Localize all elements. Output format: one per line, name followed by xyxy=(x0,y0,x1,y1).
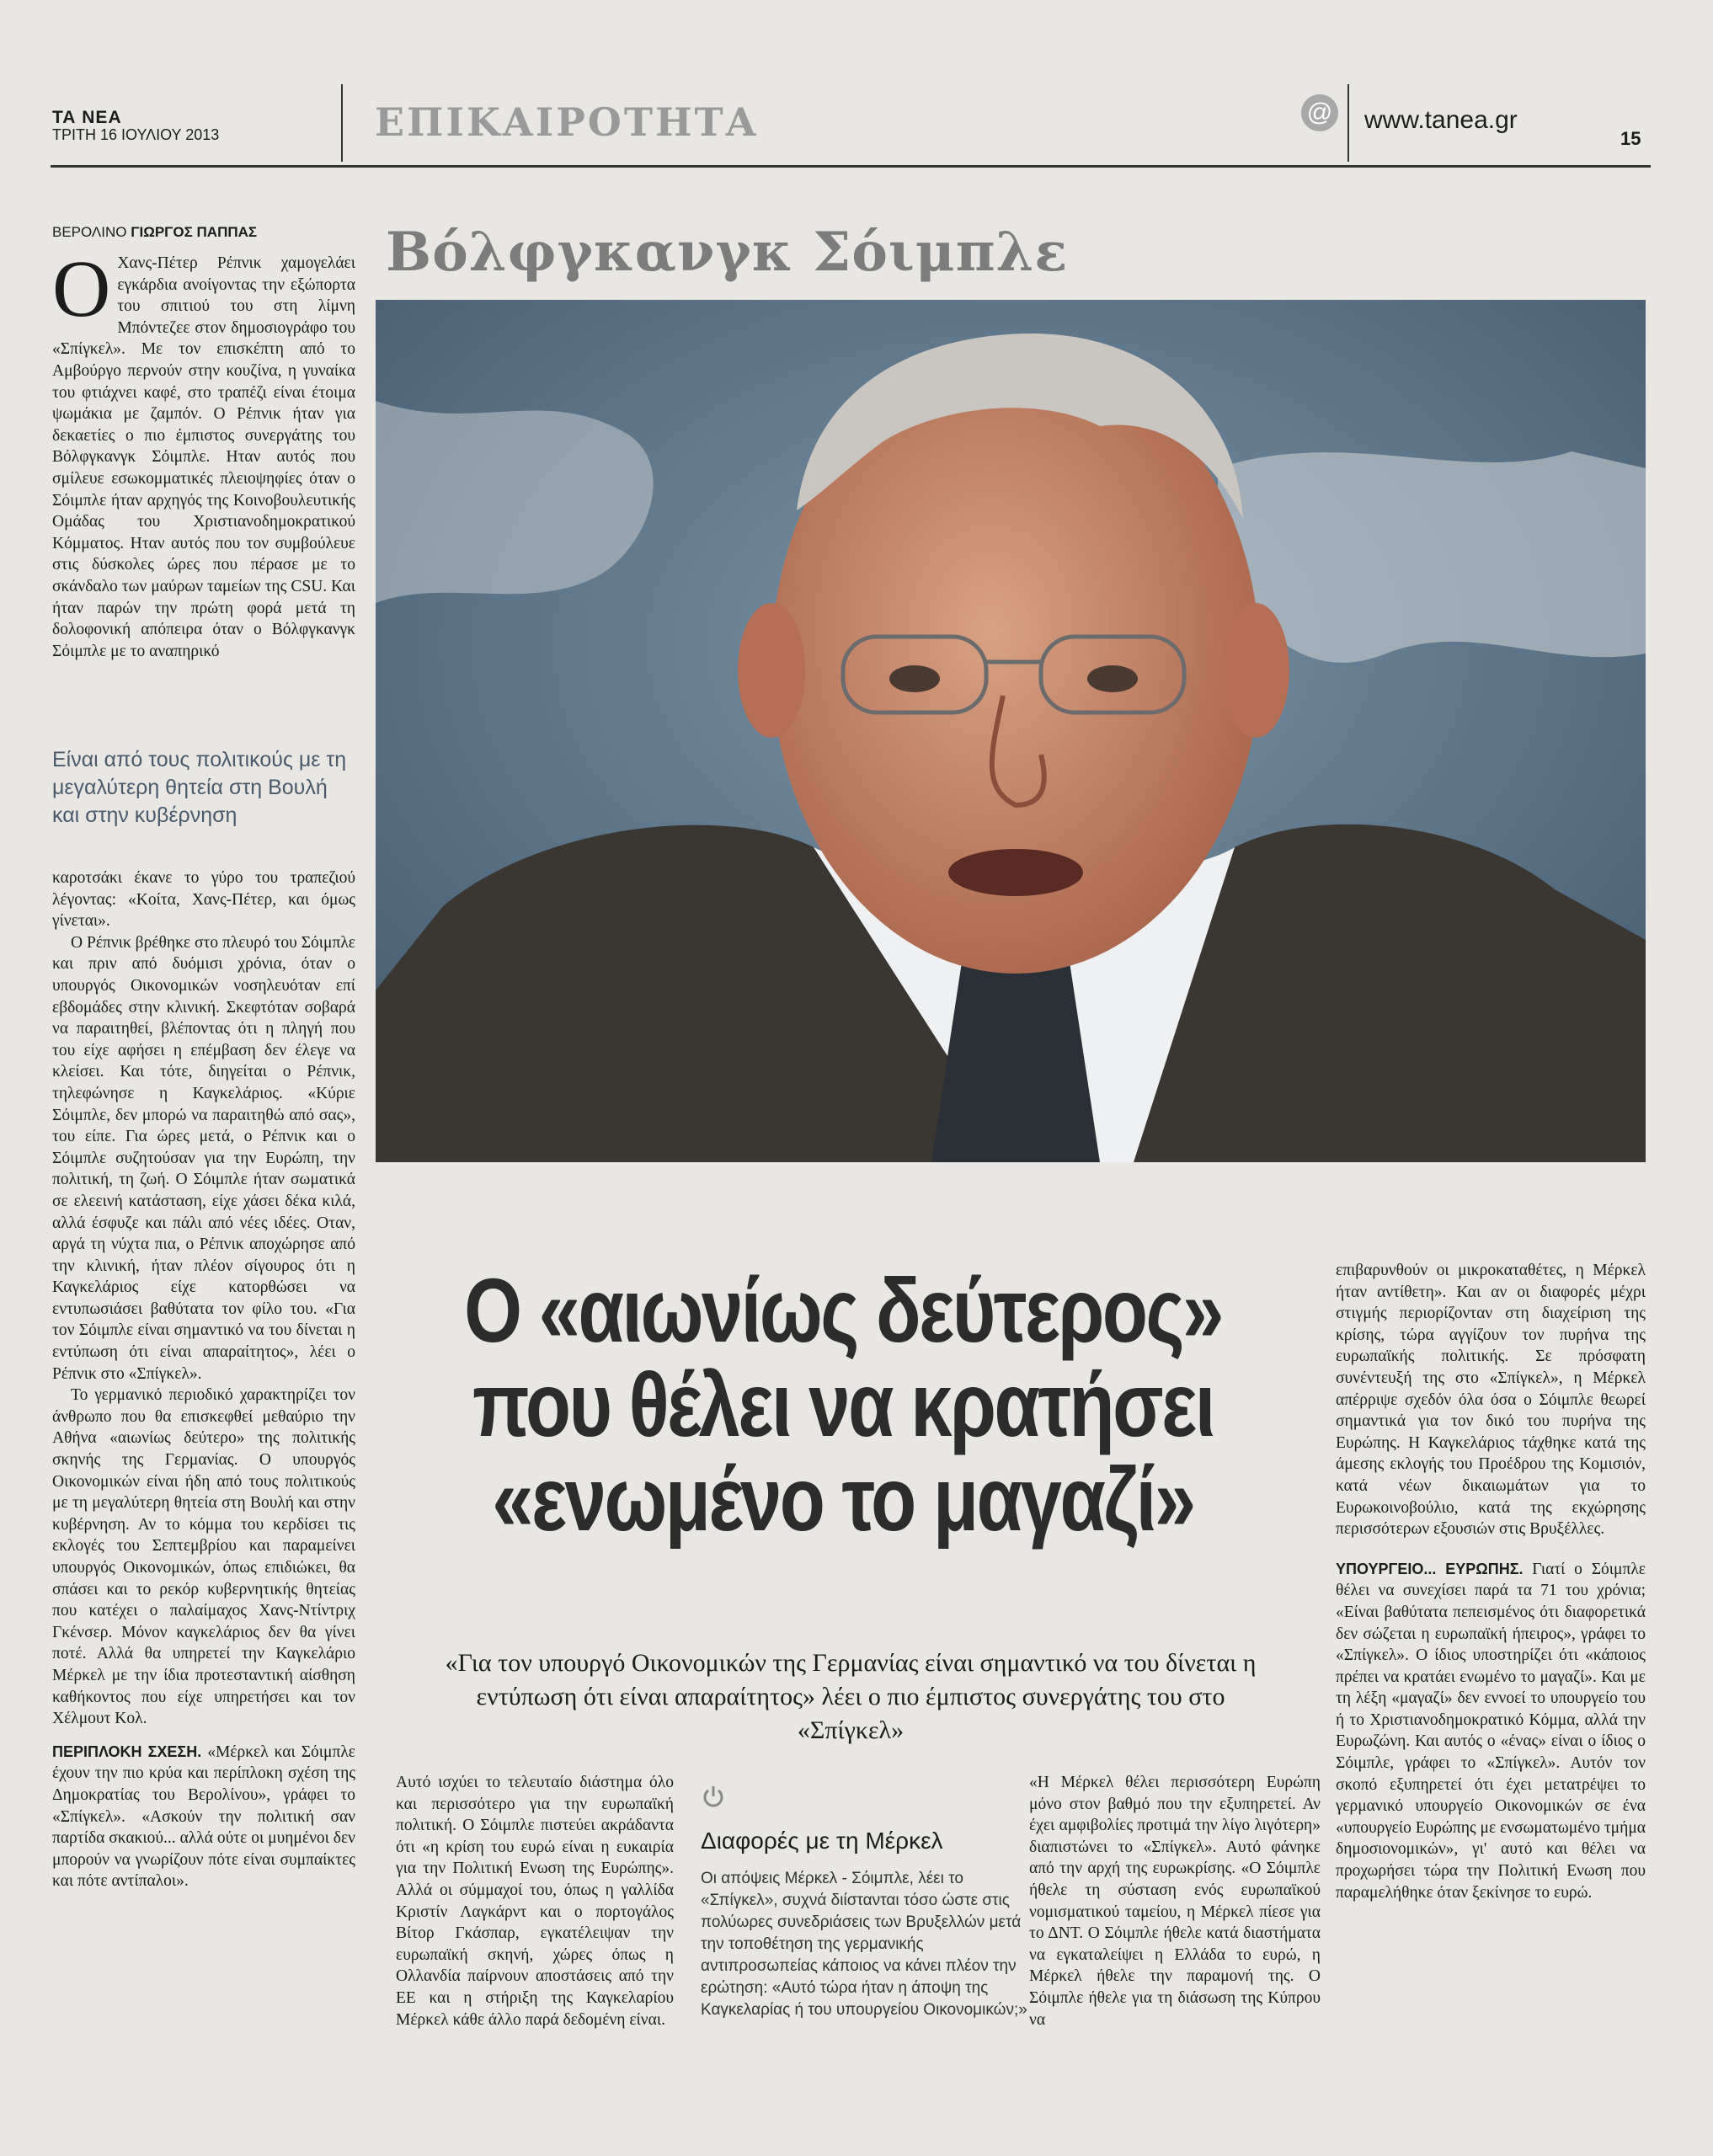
headline-line: που θέλει να κρατήσει xyxy=(472,1353,1214,1455)
byline-place: ΒΕΡΟΛΙΝΟ xyxy=(52,224,127,240)
power-icon xyxy=(701,1784,726,1809)
body-paragraph: καροτσάκι έκανε το γύρο του τραπεζιού λέγοντας: «Κοίτα, Χανς-Πέτερ, και όμως γίνεται». xyxy=(52,869,355,931)
header-divider xyxy=(1347,84,1349,162)
drop-cap: Ο xyxy=(52,243,111,334)
body-paragraph xyxy=(1336,1559,1646,1904)
issue-date: ΤΡΙΤΗ 16 ΙΟΥΛΙΟΥ 2013 xyxy=(52,126,220,143)
sidebar-text: Οι απόψεις Μέρκελ - Σόιμπλε, λέει το «Σπίγκελ», συχνά διίστανται τόσο ώστε στις πολύωρες συνεδριάσεις των Βρυξελλών μετά την τοποθέτηση της γερμανικής αντιπροσωπείας κάποιος να κάνει πλέον την ερώτηση: «Αυτό τώρα ήταν η άποψη της Καγκελαρίας ή του υπουργείου Οικονομικών;» xyxy=(701,1870,1027,2019)
header-rule xyxy=(51,165,1651,168)
body-paragraph: Το γερμανικό περιοδικό χαρακτηρίζει τον άνθρωπο που θα επισκεφθεί μεθαύριο την Αθήνα «αιωνίως δεύτερο» της πολιτικής σκηνής της Γερμανίας. Ο υπουργός Οικονομικών είναι ήδη από τους πολιτικούς με τη μεγαλύτερη θητεία στη Βουλή και στην κυβέρνηση. Αν το κόμμα του κερδίσει τις εκλογές του Σεπτεμβρίου και παραμείνει υπουργός Οικονομικών, όπως επιδιώκει, θα σπάσει και το ρεκόρ κυβερνητικής θητείας που κατέχει ο παλαίμαχος Χανς-Ντίντριχ Γκένσερ. Μόνον καγκελάριος δεν θα γίνει ποτέ. Αλλά θα υπηρετεί την Καγκελάριο Μέρκελ με την ίδια προτεσταντική αίσθηση καθήκοντος που είχε υπηρετήσει και τον Χέλμουτ Κολ. xyxy=(52,1386,355,1728)
publication-name: ΤΑ ΝΕΑ xyxy=(52,108,122,127)
body-paragraph xyxy=(52,1742,355,1892)
middle-column-body: Αυτό ισχύει το τελευταίο διάστημα όλο και περισσότερο για την ευρωπαϊκή πολιτική. Ο Σόιμπλε πιστεύει ακράδαντα ότι «η κρίση του ευρώ είναι η ευκαιρία για την Πολιτική Ενωση της Ευρώπης». Αλλά οι σύμμαχοί του, όπως η γαλλίδα Κριστίν Λαγκάρντ και ο πορτογάλος Βίτορ Γκάσπαρ, εγκατέλειψαν την ευρωπαϊκή σκηνή, χώρες όπως η Ολλανδία παίρνουν αποστάσεις από την ΕΕ και η στήριξη της Καγκελαρίου Μέρκελ κάθε άλλο παρά δεδομένη είναι. xyxy=(396,1774,674,2029)
intro-text: Χανς-Πέτερ Ρέπνικ χαμογελάει εγκάρδια ανοίγοντας την εξώπορτα του σπιτιού του στη λίμνη Μπόντεζεε στον δημοσιογράφο του «Σπίγκελ». Με τον επισκέπτη από το Αμβούργο περνούν στην κουζίνα, η γυναίκα του φτιάχνει καφέ, στο τραπέζι είναι έτοιμα ψωμάκια με ζαμπόν. Ο Ρέπνικ ήταν για δεκαετίες ο πιο έμπιστος συνεργάτης του Βόλφγκανγκ Σόιμπλε. Ηταν αυτός που σμίλευε εσωκομματικές πλειοψηφίες όταν ο Σόιμπλε ήταν αρχηγός της Κοινοβουλευτικής Ομάδας του Χριστιανοδημοκρατικού Κόμματος. Ηταν αυτός που τον συμβούλευε στις δύσκολες ώρες που πέρασε με το σκάνδαλο των μαύρων ταμείων της CSU. Και ήταν παρών την πρώτη φορά μετά τη δολοφονική απόπειρα όταν ο Βόλφγκανγκ Σόιμπλε με το αναπηρικό xyxy=(52,254,355,660)
portrait-photo xyxy=(376,300,1646,1162)
headline-line: «ενωμένο το μαγαζί» xyxy=(492,1448,1194,1550)
subheading: ΥΠΟΥΡΓΕΙΟ... ΕΥΡΩΠΗΣ. xyxy=(1336,1560,1524,1577)
right-column-body xyxy=(1336,1260,1646,1903)
byline xyxy=(52,224,257,241)
subtitle-deck: «Για τον υπουργό Οικονομικών της Γερμανίας είναι σημαντικό να του δίνεται η εντύπωση ότι είναι απαραίτητος» λέει ο πιο έμπιστος συνεργάτης του στο «Σπίγκελ» xyxy=(445,1649,1257,1744)
body-paragraph: επιβαρυνθούν οι μικροκαταθέτες, η Μέρκελ ήταν αντίθετη». Και αν οι διαφορές μέχρι στιγμής περιορίζονταν στη διαχείριση της κρίσης, τώρα αγγίζουν τον πυρήνα της ευρωπαϊκής πολιτικής. Σε πρόσφατη συνέντευξή της στο «Σπίγκελ», η Μέρκελ απέρριψε σχεδόν όλα όσα ο Σόιμπλε θεωρεί σημαντικά για τον δικό του πυρήνα της Ευρώπης. Η Καγκελάριος τάχθηκε κατά της άμεσης εκλογής του Προέδρου της Κομισιόν, κατά νέων δικαιωμάτων για το Ευρωκοινοβούλιο, κατά της εκχώρησης περισσότερων εξουσιών στις Βρυξέλλες. xyxy=(1336,1262,1646,1539)
header-divider xyxy=(341,84,343,162)
intro-paragraph xyxy=(52,243,355,662)
left-column-body xyxy=(52,867,355,1892)
page-number: 15 xyxy=(1620,128,1641,149)
at-icon: @ xyxy=(1301,94,1338,131)
website-link[interactable]: www.tanea.gr xyxy=(1364,106,1518,134)
headline xyxy=(460,1259,1226,1550)
body-text: Γιατί ο Σόιμπλε θέλει να συνεχίσει παρά τα 71 του χρόνια; «Είναι βαθύτατα πεπεισμένος ότι διαφορετικά δεν σώζεται η ευρωπαϊκή ήπειρος», γράφει το «Σπίγκελ». Ο ίδιος υποστηρίζει ότι «κάποιος πρέπει να κρατάει ενωμένο το μαγαζί». Και με τη λέξη «μαγαζί» δεν εννοεί το υπουργείο του ή το Χριστιανοδημοκρατικό Κόμμα, αλλά την Ευρωζώνη. Και αυτός ο «ένας» είναι ο ίδιος ο Σόιμπλε, γράφει το «Σπίγκελ». Αυτόν τον σκοπό εξυπηρετεί ότι έχει μετατρέψει το γερμανικό υπουργείο Οικονομικών σε ένα «υπουργείο Ευρώπης με ενσωματωμένο τμήμα δημοσιονομικών», γι' αυτό και θέλει να προχωρήσει τώρα την Πολιτική Ενωση που παραμελήθηκε όταν ξεκίνησε το ευρώ. xyxy=(1336,1560,1646,1902)
person-name-title: Βόλφγκανγκ Σόιμπλε xyxy=(386,221,1069,284)
pull-quote: Είναι από τους πολιτικούς με τη μεγαλύτερη θητεία στη Βουλή και στην κυβέρνηση xyxy=(52,748,347,827)
body-paragraph: Ο Ρέπνικ βρέθηκε στο πλευρό του Σόιμπλε και πριν από δυόμισι χρόνια, όταν ο υπουργός Οικονομικών νοσηλευόταν επί εβδομάδες στην κλινική. Σκεφτόταν σοβαρά να παραιτηθεί, βλέποντας ότι η πληγή που του είχε αφήσει η επέμβαση δεν έλεγε να κλείσει. Και τότε, διηγείται ο Ρέπνικ, τηλεφώνησε η Καγκελάριος. «Κύριε Σόιμπλε, δεν μπορώ να παραιτηθώ από σας», του είπε. Για ώρες μετά, ο Ρέπνικ και ο Σόιμπλε συζητούσαν για την Ευρώπη, την πολιτική, τη ζωή. Ο Σόιμπλε ήταν σωματικά σε ελεεινή κατάσταση, είχε χάσει δέκα κιλά, αλλά έσφυζε και πάλι από νέες ιδέες. Οταν, αργά τη νύχτα πια, ο Ρέπνικ αποχώρησε από την κλινική, ήταν πλέον σίγουρος ότι η Καγκελάριος είχε κατορθώσει να εντυπωσιάσει βαθύτατα τον φίλο του. «Για τον Σόιμπλε είναι σημαντικό να του δίνεται η εντύπωση ότι είναι απαραίτητος», λέει ο Ρέπνικ στο «Σπίγκελ». xyxy=(52,933,355,1383)
section-title: ΕΠΙΚΑΙΡΟΤΗΤΑ xyxy=(375,99,759,145)
third-column-body: «Η Μέρκελ θέλει περισσότερη Ευρώπη μόνο στον βαθμό που την εξυπηρετεί. Αν έχει αμφιβολίες προτιμά την λίγο λιγότερη» διαπιστώνει το «Σπίγκελ». Αυτό φάνηκε από την αρχή της ευρωκρίσης. «Ο Σόιμπλε ήθελε τη σύσταση ενός ευρωπαϊκού νομισματικού ταμείου, η Μέρκελ πίεσε για το ΔΝΤ. Ο Σόιμπλε ήθελε κατά διαστήματα να εγκαταλείψει η Ελλάδα το ευρώ, η Μέρκελ ήθελε την παραμονή της. Ο Σόιμπλε ήθελε για τη διάσωση της Κύπρου να xyxy=(1029,1774,1321,2029)
sidebar-title: Διαφορές με τη Μέρκελ xyxy=(701,1828,943,1854)
body-text: «Μέρκελ και Σόιμπλε έχουν την πιο κρύα και περίπλοκη σχέση της Δημοκρατίας του Βερολίνου», γράφει το «Σπίγκελ». «Ασκούν την πολιτική σαν παρτίδα σκακιού... αλλά ούτε οι μυημένοι δεν μπορούν να γνωρίζουν πότε είναι συμπαίκτες και πότε αντίπαλοι». xyxy=(52,1742,355,1891)
byline-author: ΓΙΩΡΓΟΣ ΠΑΠΠΑΣ xyxy=(131,224,258,240)
portrait-illustration xyxy=(376,300,1646,1162)
headline-line: Ο «αιωνίως δεύτερος» xyxy=(464,1259,1222,1361)
subheading: ΠΕΡΙΠΛΟΚΗ ΣΧΕΣΗ. xyxy=(52,1742,202,1760)
